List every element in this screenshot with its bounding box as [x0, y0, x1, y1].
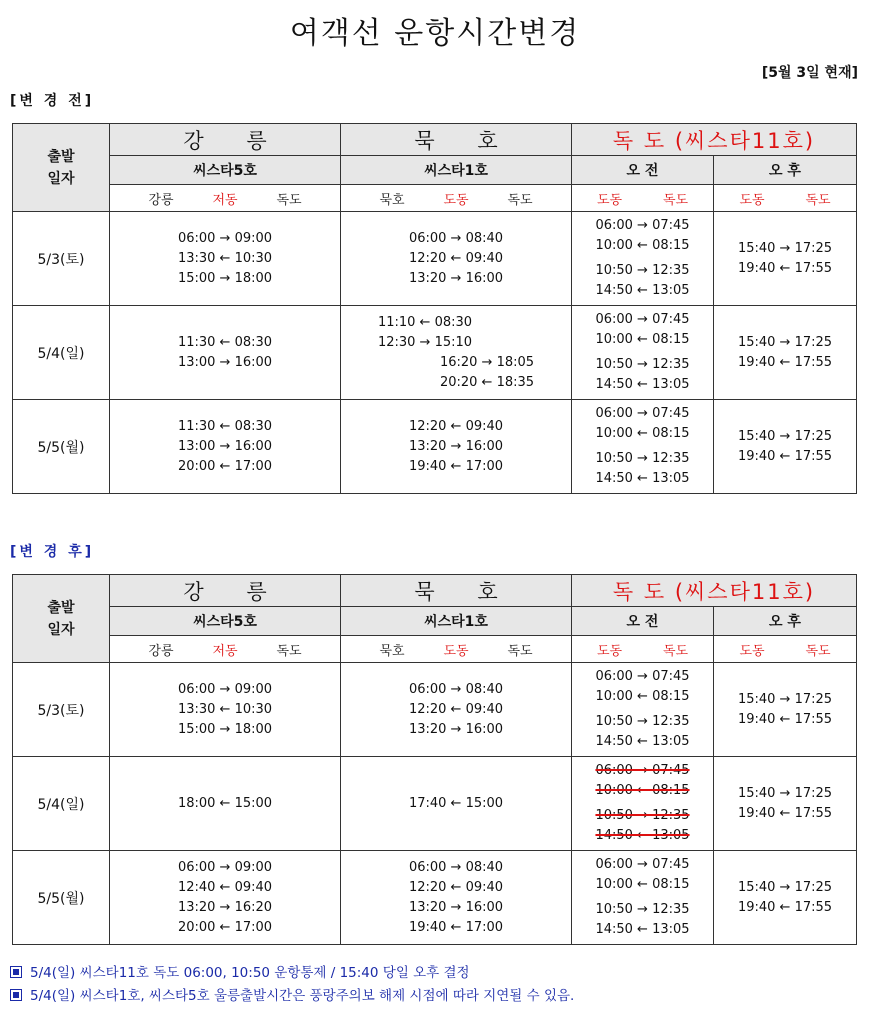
port-labels-pm — [714, 185, 857, 212]
time-entry: 15:40 → 17:25 — [737, 428, 833, 444]
time-entry: 10:00 ← 08:15 — [595, 238, 690, 253]
table-row — [13, 757, 857, 851]
port-label: 도동 — [739, 192, 765, 208]
port-label: 묵호 — [379, 192, 405, 208]
dokdo-am-times — [572, 212, 714, 306]
port-label: 독도 — [507, 192, 533, 208]
time-entry: 10:00 ← 08:15 — [595, 332, 690, 347]
note-item: 5/4(일) 씨스타1호, 씨스타5호 울릉출발시간은 풍랑주의보 해제 시점에 따라 지연될 수 있음. — [10, 985, 574, 1008]
dokdo-am-times — [572, 663, 714, 757]
time-entry: 10:00 ← 08:15 — [595, 689, 690, 704]
time-entry: 20:20 ← 18:35 — [439, 374, 535, 390]
port-labels-gangneung — [110, 185, 341, 212]
port-label: 도동 — [739, 643, 765, 659]
time-entry: 14:50 ← 13:05 — [595, 734, 690, 749]
mukho-times — [341, 212, 572, 306]
port-labels-gangneung — [110, 636, 341, 663]
time-entry: 11:30 ← 08:30 — [177, 334, 273, 350]
mukho-times — [341, 306, 572, 400]
port-label: 독도 — [662, 192, 689, 208]
port-labels-am — [572, 185, 714, 212]
dokdo-pm-times — [714, 851, 857, 945]
time-entry: 13:20 → 16:00 — [408, 721, 504, 737]
notes — [10, 962, 574, 1008]
section-label-after: [변 경 후] — [10, 544, 95, 560]
gangneung-times — [110, 400, 341, 494]
ship-name-gangneung: 씨스타5호 — [110, 156, 341, 185]
time-entry: 10:50 → 12:35 — [595, 902, 690, 917]
dokdo-pm-times — [714, 306, 857, 400]
time-entry: 06:00 → 08:40 — [408, 859, 504, 875]
table-row — [13, 663, 857, 757]
departure-date: 5/4(일) — [13, 306, 110, 400]
departure-date: 5/3(토) — [13, 663, 110, 757]
time-entry: 06:00 → 09:00 — [177, 859, 273, 875]
port-label: 도동 — [443, 192, 469, 208]
gangneung-times — [110, 212, 341, 306]
port-label: 저동 — [212, 192, 238, 208]
time-entry: 19:40 ← 17:00 — [408, 919, 504, 935]
time-entry: 12:20 ← 09:40 — [408, 418, 504, 434]
time-entry: 10:00 ← 08:15 — [595, 426, 690, 441]
am-header: 오 전 — [572, 156, 714, 185]
date-column-header: 출발 일자 — [13, 575, 110, 663]
time-entry: 13:20 → 16:00 — [408, 270, 504, 286]
time-entry: 11:30 ← 08:30 — [177, 418, 273, 434]
table-row — [13, 851, 857, 945]
time-entry: 15:40 → 17:25 — [737, 879, 833, 895]
time-entry: 12:20 ← 09:40 — [408, 701, 504, 717]
port-label: 독도 — [662, 643, 689, 659]
time-entry: 06:00 → 07:45 — [595, 406, 690, 421]
table-row — [13, 212, 857, 306]
gangneung-times — [110, 306, 341, 400]
gangneung-times — [110, 663, 341, 757]
time-entry: 10:00 ← 08:15 — [595, 877, 690, 892]
section-label-before: [변 경 전] — [10, 93, 95, 109]
time-entry: 15:40 → 17:25 — [737, 691, 833, 707]
ship-name-mukho: 씨스타1호 — [341, 607, 572, 636]
port-labels-am — [572, 636, 714, 663]
time-entry: 10:50 → 12:35 — [595, 263, 690, 278]
mukho-times — [341, 663, 572, 757]
port-label: 독도 — [805, 192, 831, 208]
time-entry: 17:40 ← 15:00 — [408, 795, 504, 811]
am-header: 오 전 — [572, 607, 714, 636]
pm-header: 오 후 — [714, 156, 857, 185]
time-entry: 06:00 → 07:45 — [595, 669, 690, 684]
port-labels-mukho — [341, 636, 572, 663]
port-label: 도동 — [443, 643, 469, 659]
time-entry: 20:00 ← 17:00 — [177, 919, 273, 935]
page-title: 여객선 운항시간변경 — [289, 16, 581, 51]
time-entry: 14:50 ← 13:05 — [595, 828, 690, 843]
mukho-times — [341, 400, 572, 494]
time-entry: 12:20 ← 09:40 — [408, 250, 504, 266]
time-entry: 16:20 → 18:05 — [439, 354, 535, 370]
table-row — [13, 400, 857, 494]
time-entry: 15:00 → 18:00 — [177, 270, 273, 286]
dokdo-pm-times — [714, 400, 857, 494]
time-entry: 19:40 ← 17:55 — [737, 354, 833, 370]
time-entry: 12:40 ← 09:40 — [177, 879, 273, 895]
time-entry: 14:50 ← 13:05 — [595, 283, 690, 298]
time-entry: 10:50 → 12:35 — [595, 808, 690, 823]
pm-header: 오 후 — [714, 607, 857, 636]
time-entry: 12:20 ← 09:40 — [408, 879, 504, 895]
time-entry: 13:00 → 16:00 — [177, 438, 273, 454]
time-entry: 20:00 ← 17:00 — [177, 458, 273, 474]
port-label: 도동 — [596, 643, 623, 659]
dokdo-am-times — [572, 757, 714, 851]
port-label: 독도 — [276, 643, 302, 659]
dokdo-am-times — [572, 306, 714, 400]
time-entry: 13:30 ← 10:30 — [177, 701, 273, 717]
departure-date: 5/5(월) — [13, 400, 110, 494]
departure-date: 5/4(일) — [13, 757, 110, 851]
mukho-times — [341, 851, 572, 945]
time-entry: 14:50 ← 13:05 — [595, 922, 690, 937]
port-label: 강릉 — [148, 192, 174, 208]
departure-date: 5/5(월) — [13, 851, 110, 945]
time-entry: 19:40 ← 17:55 — [737, 260, 833, 276]
port-label: 독도 — [507, 643, 533, 659]
ship-name-mukho: 씨스타1호 — [341, 156, 572, 185]
port-label: 도동 — [596, 192, 623, 208]
route-header-mukho: 묵 호 — [341, 124, 572, 156]
square-bullet-icon — [10, 966, 22, 978]
time-entry: 06:00 → 08:40 — [408, 230, 504, 246]
port-label: 독도 — [276, 192, 302, 208]
gangneung-times — [110, 757, 341, 851]
time-entry: 12:30 → 15:10 — [377, 334, 473, 350]
route-header-gangneung: 강 릉 — [110, 124, 341, 156]
time-entry: 13:20 → 16:00 — [408, 438, 504, 454]
time-entry: 15:00 → 18:00 — [177, 721, 273, 737]
time-entry: 13:00 → 16:00 — [177, 354, 273, 370]
time-entry: 14:50 ← 13:05 — [595, 471, 690, 486]
port-label: 저동 — [212, 643, 238, 659]
time-entry: 13:20 → 16:00 — [408, 899, 504, 915]
time-entry: 06:00 → 09:00 — [177, 230, 273, 246]
square-bullet-icon — [10, 989, 22, 1001]
time-entry: 06:00 → 09:00 — [177, 681, 273, 697]
time-entry: 14:50 ← 13:05 — [595, 377, 690, 392]
port-label: 독도 — [805, 643, 831, 659]
time-entry: 19:40 ← 17:55 — [737, 448, 833, 464]
time-entry: 10:50 → 12:35 — [595, 451, 690, 466]
note-item: 5/4(일) 씨스타11호 독도 06:00, 10:50 운항통제 / 15:40 당일 오후 결정 — [10, 962, 574, 985]
dokdo-pm-times — [714, 212, 857, 306]
time-entry: 15:40 → 17:25 — [737, 240, 833, 256]
route-header-dokdo: 독 도 (씨스타11호) — [572, 124, 857, 156]
as-of-date: [5월 3일 현재] — [761, 65, 858, 81]
route-header-gangneung: 강 릉 — [110, 575, 341, 607]
schedule-table-after — [12, 574, 857, 945]
port-labels-pm — [714, 636, 857, 663]
route-header-dokdo: 독 도 (씨스타11호) — [572, 575, 857, 607]
departure-date: 5/3(토) — [13, 212, 110, 306]
dokdo-pm-times — [714, 757, 857, 851]
table-row — [13, 306, 857, 400]
route-header-mukho: 묵 호 — [341, 575, 572, 607]
time-entry: 18:00 ← 15:00 — [177, 795, 273, 811]
time-entry: 06:00 → 08:40 — [408, 681, 504, 697]
time-entry: 19:40 ← 17:00 — [408, 458, 504, 474]
time-entry: 10:00 ← 08:15 — [595, 783, 690, 798]
time-entry: 06:00 → 07:45 — [595, 763, 690, 778]
time-entry: 10:50 → 12:35 — [595, 357, 690, 372]
port-labels-mukho — [341, 185, 572, 212]
time-entry: 06:00 → 07:45 — [595, 312, 690, 327]
time-entry: 06:00 → 07:45 — [595, 857, 690, 872]
time-entry: 10:50 → 12:35 — [595, 714, 690, 729]
time-entry: 11:10 ← 08:30 — [377, 314, 473, 330]
port-label: 묵호 — [379, 643, 405, 659]
dokdo-am-times — [572, 400, 714, 494]
dokdo-pm-times — [714, 663, 857, 757]
date-column-header: 출발 일자 — [13, 124, 110, 212]
time-entry: 15:40 → 17:25 — [737, 785, 833, 801]
time-entry: 19:40 ← 17:55 — [737, 711, 833, 727]
time-entry: 19:40 ← 17:55 — [737, 899, 833, 915]
time-entry: 13:20 → 16:20 — [177, 899, 273, 915]
dokdo-am-times — [572, 851, 714, 945]
port-label: 강릉 — [148, 643, 174, 659]
time-entry: 19:40 ← 17:55 — [737, 805, 833, 821]
time-entry: 15:40 → 17:25 — [737, 334, 833, 350]
gangneung-times — [110, 851, 341, 945]
schedule-table-before — [12, 123, 857, 494]
time-entry: 06:00 → 07:45 — [595, 218, 690, 233]
ship-name-gangneung: 씨스타5호 — [110, 607, 341, 636]
time-entry: 13:30 ← 10:30 — [177, 250, 273, 266]
mukho-times — [341, 757, 572, 851]
